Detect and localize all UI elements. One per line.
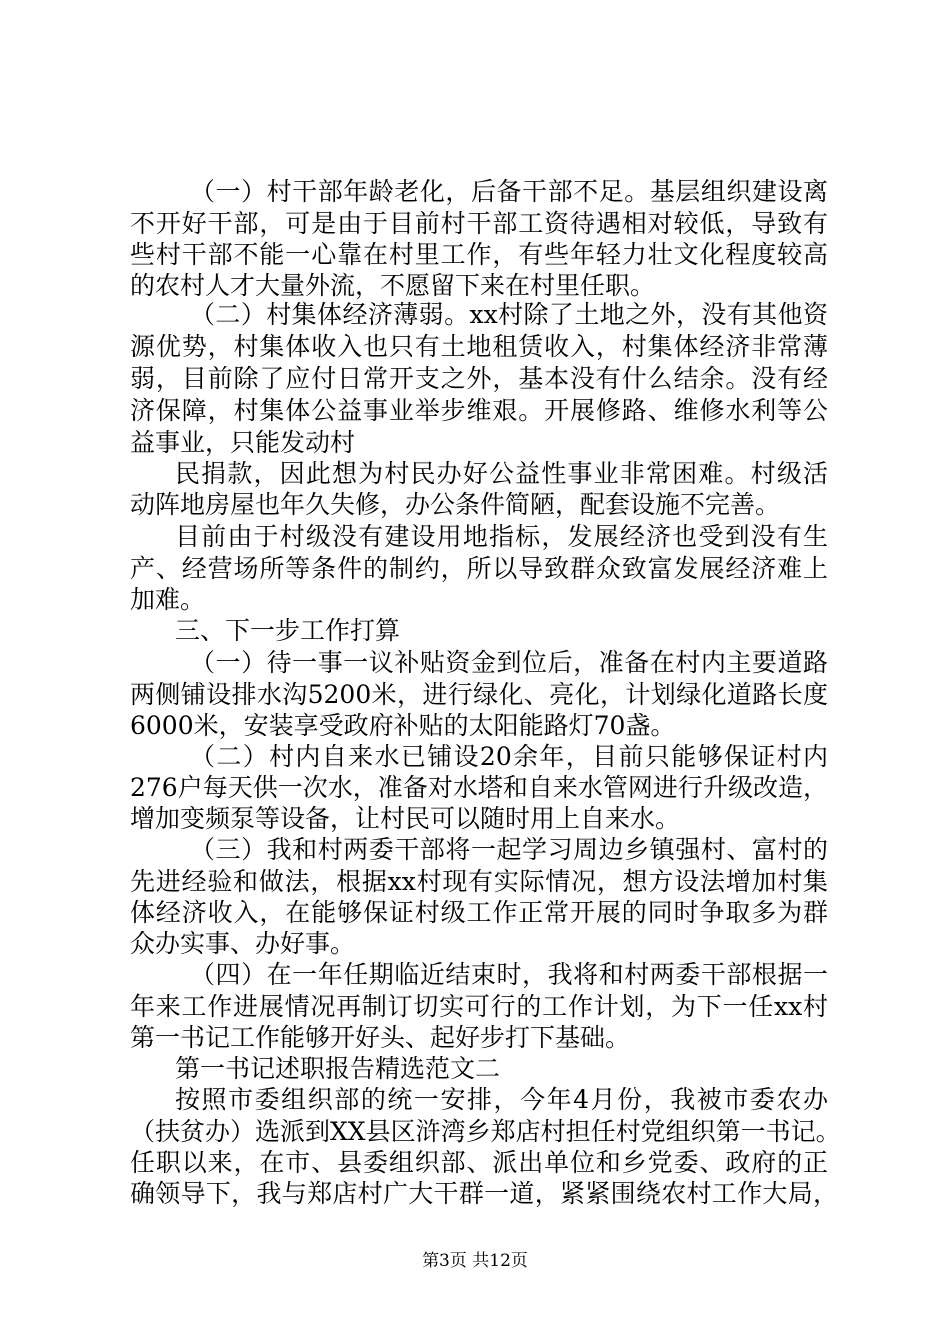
text-line: 弱，目前除了应付日常开支之外，基本没有什么结余。没有经 [130, 364, 828, 393]
text-line: 按照市委组织部的统一安排，今年4月份，我被市委农办 [175, 1085, 828, 1114]
text-line: （三）我和村两委干部将一起学习周边乡镇强村、富村的 [190, 835, 828, 864]
text-line: 276户每天供一次水，准备对水塔和自来水管网进行升级改造， [130, 773, 828, 802]
text-line: （二）村集体经济薄弱。xx村除了土地之外，没有其他资 [190, 300, 828, 329]
text-line: （二）村内自来水已铺设20余年，目前只能够保证村内 [190, 742, 828, 771]
text-line: 些村干部不能一心靠在村里工作，有些年轻力壮文化程度较高 [130, 240, 828, 269]
text-line: 的农村人才大量外流，不愿留下来在村里任职。 [130, 271, 656, 300]
text-line: 6000米，安装享受政府补贴的太阳能路灯70盏。 [130, 711, 676, 740]
text-line: 三、下一步工作打算 [175, 616, 401, 645]
text-line: 民捐款，因此想为村民办好公益性事业非常困难。村级活 [175, 459, 828, 488]
page-footer: 第3页 共12页 [422, 1251, 528, 1271]
text-line: 第一书记述职报告精选范文二 [175, 1054, 501, 1083]
text-line: （一）村干部年龄老化，后备干部不足。基层组织建设离 [190, 177, 828, 206]
text-line: 两侧铺设排水沟5200米，进行绿化、亮化，计划绿化道路长度 [130, 680, 828, 709]
text-line: 动阵地房屋也年久失修，办公条件简陋，配套设施不完善。 [130, 490, 781, 519]
text-line: 确领导下，我与郑店村广大干群一道，紧紧围绕农村工作大局， [130, 1179, 838, 1208]
text-line: 先进经验和做法，根据xx村现有实际情况，想方设法增加村集 [130, 867, 828, 896]
text-line: 不开好干部，可是由于目前村干部工资待遇相对较低，导致有 [130, 209, 828, 238]
text-line: （扶贫办）选派到XX县区浒湾乡郑店村担任村党组织第一书记。 [130, 1117, 841, 1146]
text-line: 加难。 [130, 585, 206, 614]
text-line: 益事业，只能发动村 [130, 428, 356, 457]
text-line: 体经济收入，在能够保证村级工作正常开展的同时争取多为群 [130, 898, 828, 927]
text-line: 任职以来，在市、县委组织部、派出单位和乡党委、政府的正 [130, 1148, 828, 1177]
text-line: 济保障，村集体公益事业举步维艰。开展修路、维修水利等公 [130, 396, 828, 425]
text-line: （四）在一年任期临近结束时，我将和村两委干部根据一 [190, 960, 828, 989]
text-line: 产、经营场所等条件的制约，所以导致群众致富发展经济难上 [130, 554, 828, 583]
text-line: 年来工作进展情况再制订切实可行的工作计划，为下一任xx村 [130, 992, 828, 1021]
text-line: 增加变频泵等设备，让村民可以随时用上自来水。 [130, 804, 681, 833]
text-line: （一）待一事一议补贴资金到位后，准备在村内主要道路 [190, 648, 828, 677]
text-line: 源优势，村集体收入也只有土地租赁收入，村集体经济非常薄 [130, 332, 828, 361]
text-line: 众办实事、办好事。 [130, 929, 356, 958]
text-line: 目前由于村级没有建设用地指标，发展经济也受到没有生 [175, 522, 828, 551]
text-line: 第一书记工作能够开好头、起好步打下基础。 [130, 1023, 631, 1052]
